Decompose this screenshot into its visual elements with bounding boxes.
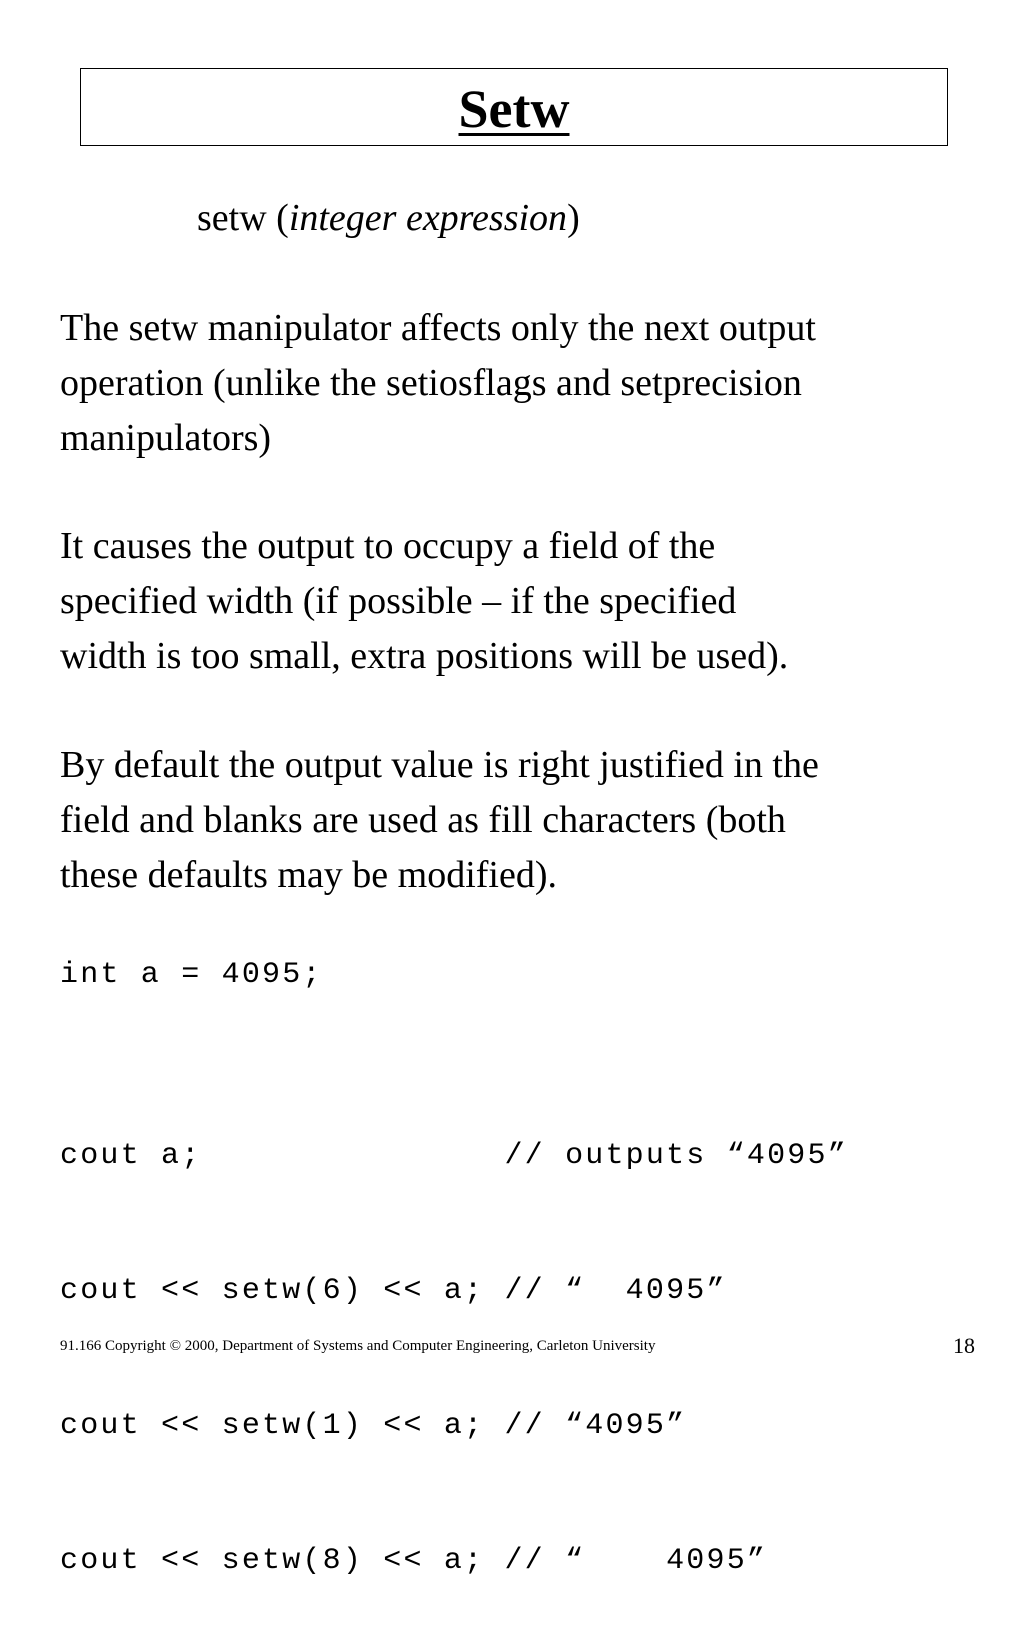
syntax-param: integer expression xyxy=(288,197,568,239)
code-line: cout << setw(6) << a; // “ 4095” xyxy=(60,1274,727,1308)
page-number: 18 xyxy=(953,1333,975,1358)
paragraph-line: It causes the output to occupy a field of the xyxy=(60,525,716,567)
paragraph-line: field and blanks are used as fill characters (both xyxy=(60,799,786,841)
code-line: cout a; // outputs “4095” xyxy=(60,1139,848,1173)
paragraph-line: these defaults may be modified). xyxy=(60,854,558,896)
paragraph-field-width xyxy=(60,519,1000,684)
slide-title: Setw xyxy=(458,79,570,139)
title-box xyxy=(80,68,948,146)
paragraph-defaults xyxy=(60,738,1000,903)
paragraph-line: width is too small, extra positions will be used). xyxy=(60,635,789,677)
paragraph-line: The setw manipulator affects only the next output xyxy=(60,307,816,349)
paragraph-line: By default the output value is right justified in the xyxy=(60,744,819,786)
syntax-suffix: ) xyxy=(567,197,580,239)
paragraph-line: specified width (if possible – if the specified xyxy=(60,580,737,622)
code-line: cout << setw(8) << a; // “ 4095” xyxy=(60,1544,768,1578)
paragraph-line: operation (unlike the setiosflags and setprecision xyxy=(60,362,802,404)
paragraph-line: manipulators) xyxy=(60,417,272,459)
code-line: cout << setw(1) << a; // “4095” xyxy=(60,1409,687,1443)
syntax-line xyxy=(197,193,580,243)
footer-copyright: 91.166 Copyright © 2000, Department of Systems and Computer Engineering, Carleton University xyxy=(60,1338,656,1354)
syntax-prefix: setw ( xyxy=(197,197,289,239)
paragraph-setw-scope xyxy=(60,301,1000,466)
code-declaration: int a = 4095; xyxy=(60,958,323,992)
